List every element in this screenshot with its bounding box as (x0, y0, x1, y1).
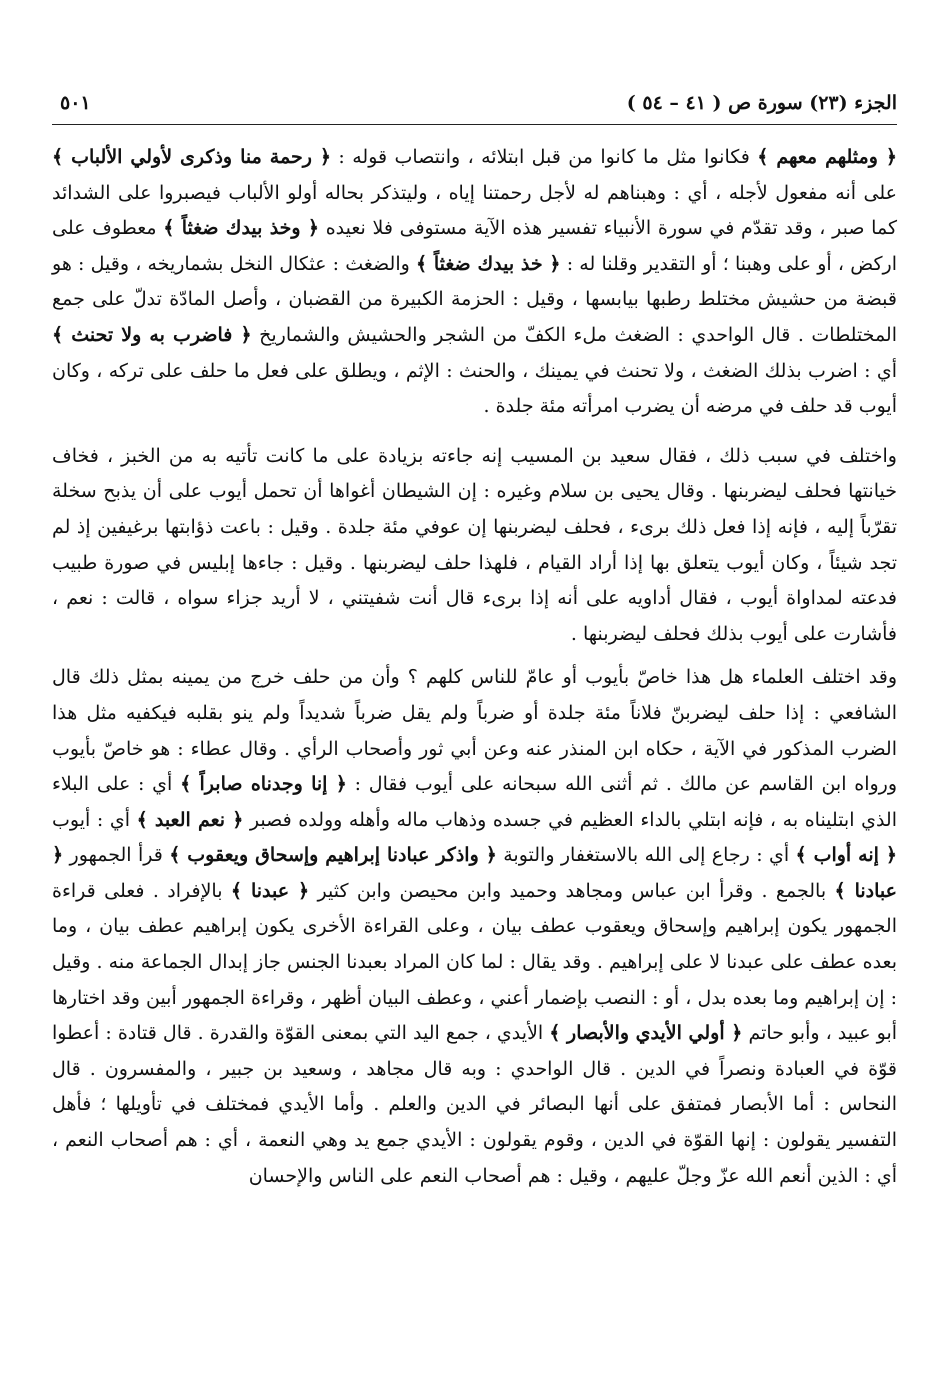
page-header (52, 92, 897, 122)
header-divider (52, 124, 897, 125)
commentary-text: وقد اختلف العلماء هل هذا خاصّ بأيوب أو عامّ للناس كلهم ؟ وأن من حلف خرج من يمينه بمثل ذلك قال الشافعي : إذا حلف ليضربنّ فلاناً مئة جلدة أو ضرباً ولم يقل ضرباً شديداً ولم ينو بقلبه فيكفيه مثل هذا الضرب المذكور في الآية ، حكاه ابن المنذر عنه وعن أبي ثور وأصحاب الرأي . وقال عطاء : هو خاصّ بأيوب ورواه ابن القاسم عن مالك . ثم أثنى الله سبحانه على أيوب فقال : (52, 666, 897, 796)
commentary-text: قرأ الجمهور (63, 844, 170, 867)
quran-verse-quote: ﴿ رحمة منا وذكرى لأولي الألباب ﴾ (52, 146, 331, 168)
commentary-text: أي : اضرب بذلك الضغث ، ولا تحنث في يمينك ، والحنث : الإثم ، ويطلق على فعل ما حلف على تركه ، وكان أيوب قد حلف في مرضه أن يضرب امرأته مئة جلدة . (52, 359, 897, 418)
commentary-text: على أنه مفعول لأجله ، أي : وهبناهم له لأجل رحمتنا إياه ، وليتذكر بحاله أولو الألباب فيصبروا على الشدائد كما صبر ، وقد تقدّم في سورة الأنبياء تفسير هذه الآية مستوفى فلا نعيده (52, 181, 897, 240)
running-title: الجزء (٢٣) سورة ص ( ٤١ – ٥٤ ) (626, 92, 897, 114)
page-number: ٥٠١ (60, 92, 91, 114)
quran-verse-quote: ﴿ خذ بيدك ضغثاً ﴾ (415, 252, 561, 275)
paragraph-3 (52, 660, 897, 1194)
commentary-body (52, 140, 897, 1194)
commentary-text: بالإفراد . فعلى قراءة الجمهور يكون إبراهيم وإسحاق ويعقوب عطف بيان ، وعلى القراءة الأخرى يكون إبراهيم عطف بيان ، وما بعده عطف على عبدنا لا على إبراهيم . وقد يقال : لما كان المراد بعبدنا الجنس جاز إبدال الجماعة منه . وقيل : إن إبراهيم وما بعده بدل ، أو : النصب بإضمار أعني ، وعطف البيان أظهر ، وقراءة الجمهور أبين وقد اختارها أبو عبيد ، وأبو حاتم (52, 879, 898, 1045)
quran-verse-quote: ﴿ ومثلهم معهم ﴾ (757, 146, 898, 168)
paragraph-2 (52, 439, 897, 653)
quran-verse-quote: ﴿ نعم العبد ﴾ (136, 808, 244, 831)
quran-verse-quote: ﴿ عبادنا ﴾ (52, 844, 897, 902)
quran-verse-quote: ﴿ إنه أواب ﴾ (795, 844, 897, 867)
quran-verse-quote: ﴿ واذكر عبادنا إبراهيم وإسحاق ويعقوب ﴾ (169, 844, 497, 867)
commentary-text: واختلف في سبب ذلك ، فقال سعيد بن المسيب إنه جاءته بزيادة على ما كانت تأتيه به من الخبز ، فخاف خيانتها فحلف ليضربنها . وقال يحيى بن سلام وغيره : إن الشيطان أغواها أن تحمل أيوب على أن يذبح سخلة تقرّباً إليه ، فإنه إذا فعل ذلك برىء ، فحلف ليضربنها إن عوفي مئة جلدة . وقيل : باعت ذؤابتها برغيفين إذ لم تجد شيئاً ، وكان أيوب يتعلق بها إذا أراد القيام ، فلهذا حلف ليضربنها . وقيل : جاءها إبليس في صورة طبيب فدعته لمداواة أيوب ، فقال أداويه على أنه إذا برىء قال أنت شفيتني ، لا أريد جزاء سواه ، قالت : نعم ، فأشارت على أيوب بذلك فحلف ليضربنها . (52, 444, 897, 645)
commentary-text: معطوف على اركض ، أو على وهبنا ؛ أو التقدير وقلنا له : (52, 217, 898, 275)
commentary-text: أي : أيوب (52, 808, 137, 831)
quran-verse-quote: ﴿ عبدنا ﴾ (230, 879, 310, 902)
commentary-text: أي : رجاع إلى الله بالاستغفار والتوبة (496, 844, 796, 867)
commentary-text: أي : على البلاء الذي ابتليناه به ، فإنه ابتلي بالداء العظيم في جسده وذهاب ماله وأهله وولده فصبر (52, 773, 897, 831)
commentary-text: بالجمع . وقرأ ابن عباس ومجاهد وحميد وابن محيصن وابن كثير (309, 879, 835, 902)
commentary-text: والضغث : عثكال النخل بشماريخه ، وقيل : هو قبضة من حشيش مختلط رطبها بيابسها ، وقيل : الحزمة الكبيرة من القضبان ، وأصل المادّة تدلّ على جمع المختلطات . قال الواحدي : الضغث ملء الكفّ من الشجر والحشيش والشماريخ (52, 252, 897, 346)
paragraph-1 (52, 140, 897, 425)
commentary-text: الأيدي ، جمع اليد التي بمعنى القوّة والقدرة . قال قتادة : أعطوا قوّة في العبادة ونصراً في الدين . قال الواحدي : وبه قال مجاهد ، وسعيد بن جبير ، والمفسرون . قال النحاس : أما الأبصار فمتفق على أنها البصائر في الدين والعلم . وأما الأيدي فمختلف في تأويلها ؛ فأهل التفسير يقولون : إنها القوّة في الدين ، وقوم يقولون : الأيدي جمع يد وهي النعمة ، أي : هم أصحاب النعم ، أي : الذين أنعم الله عزّ وجلّ عليهم ، وقيل : هم أصحاب النعم على الناس والإحسان (52, 1022, 897, 1187)
quran-verse-quote: ﴿ أولي الأيدي والأبصار ﴾ (549, 1022, 743, 1045)
commentary-text: فكانوا مثل ما كانوا من قبل ابتلائه ، وانتصاب قوله : (331, 146, 758, 168)
quran-verse-quote: ﴿ فاضرب به ولا تحنث ﴾ (52, 323, 252, 346)
quran-verse-quote: ﴿ إنا وجدناه صابراً ﴾ (180, 773, 347, 796)
quran-verse-quote: ﴿ وخذ بيدك ضغثاً ﴾ (163, 217, 320, 240)
